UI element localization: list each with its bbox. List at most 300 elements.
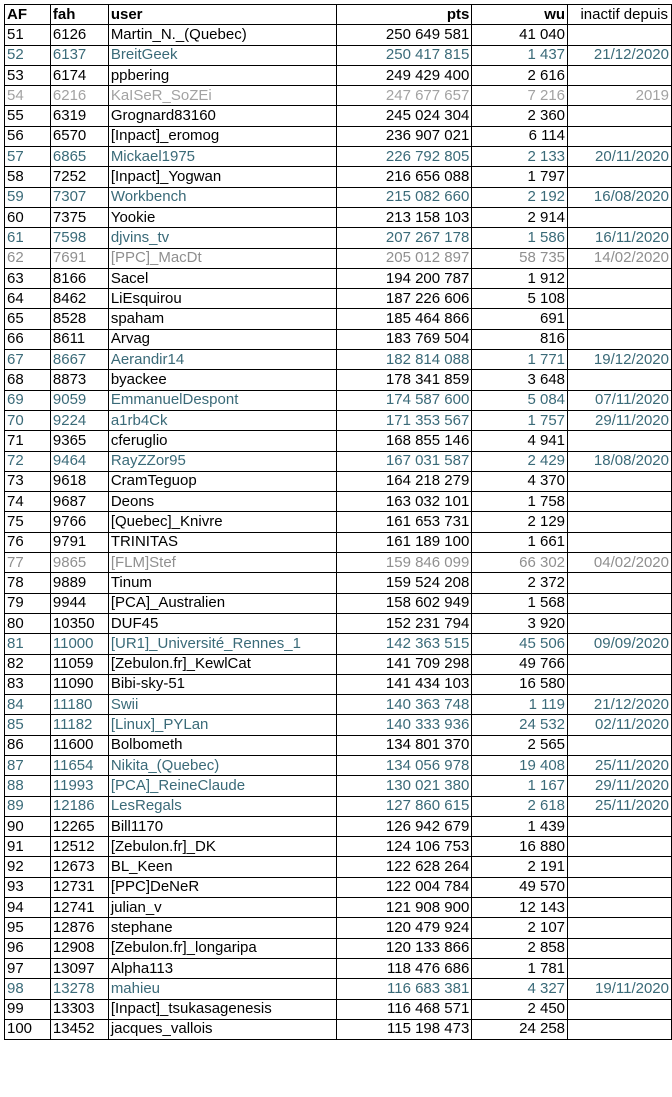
cell-inactif-depuis: 18/08/2020 — [568, 451, 672, 471]
cell-user: EmmanuelDespont — [108, 390, 336, 410]
cell-user: djvins_tv — [108, 228, 336, 248]
cell-af: 58 — [5, 167, 51, 187]
table-row — [5, 471, 672, 491]
cell-wu: 5 084 — [472, 390, 568, 410]
cell-user: [Inpact]_eromog — [108, 126, 336, 146]
cell-user: [PCA]_Australien — [108, 593, 336, 613]
cell-inactif-depuis: 14/02/2020 — [568, 248, 672, 268]
cell-user: julian_v — [108, 898, 336, 918]
cell-fah: 9889 — [50, 573, 108, 593]
cell-fah: 13303 — [50, 999, 108, 1019]
cell-inactif-depuis — [568, 593, 672, 613]
cell-wu: 2 107 — [472, 918, 568, 938]
cell-user: cferuglio — [108, 431, 336, 451]
table-row — [5, 816, 672, 836]
cell-user: CramTeguop — [108, 471, 336, 491]
cell-inactif-depuis: 16/08/2020 — [568, 187, 672, 207]
cell-inactif-depuis — [568, 918, 672, 938]
cell-user: [Zebulon.fr]_longaripa — [108, 938, 336, 958]
cell-pts: 142 363 515 — [336, 634, 472, 654]
cell-inactif-depuis: 09/09/2020 — [568, 634, 672, 654]
table-row — [5, 938, 672, 958]
cell-wu: 1 586 — [472, 228, 568, 248]
cell-inactif-depuis — [568, 106, 672, 126]
cell-fah: 12908 — [50, 938, 108, 958]
cell-user: mahieu — [108, 979, 336, 999]
cell-wu: 24 258 — [472, 1019, 568, 1039]
cell-wu: 2 914 — [472, 207, 568, 227]
table-row — [5, 755, 672, 775]
cell-inactif-depuis — [568, 1019, 672, 1039]
table-row — [5, 999, 672, 1019]
cell-fah: 11600 — [50, 735, 108, 755]
cell-pts: 127 860 615 — [336, 796, 472, 816]
table-row — [5, 25, 672, 45]
cell-pts: 134 801 370 — [336, 735, 472, 755]
cell-pts: 194 200 787 — [336, 268, 472, 288]
cell-af: 60 — [5, 207, 51, 227]
cell-fah: 11993 — [50, 776, 108, 796]
cell-pts: 168 855 146 — [336, 431, 472, 451]
cell-wu: 49 570 — [472, 877, 568, 897]
cell-inactif-depuis — [568, 25, 672, 45]
cell-af: 77 — [5, 553, 51, 573]
table-row — [5, 329, 672, 349]
table-row — [5, 573, 672, 593]
cell-fah: 9618 — [50, 471, 108, 491]
cell-af: 99 — [5, 999, 51, 1019]
cell-inactif-depuis — [568, 126, 672, 146]
table-row — [5, 674, 672, 694]
table-row — [5, 613, 672, 633]
cell-pts: 216 656 088 — [336, 167, 472, 187]
cell-fah: 9464 — [50, 451, 108, 471]
cell-wu: 6 114 — [472, 126, 568, 146]
table-row — [5, 553, 672, 573]
cell-pts: 167 031 587 — [336, 451, 472, 471]
cell-inactif-depuis — [568, 877, 672, 897]
cell-af: 74 — [5, 492, 51, 512]
cell-wu: 1 167 — [472, 776, 568, 796]
cell-inactif-depuis — [568, 289, 672, 309]
cell-af: 62 — [5, 248, 51, 268]
cell-inactif-depuis — [568, 898, 672, 918]
cell-user: Workbench — [108, 187, 336, 207]
cell-user: BreitGeek — [108, 45, 336, 65]
cell-af: 97 — [5, 958, 51, 978]
header-pts: pts — [336, 5, 472, 25]
cell-user: Nikita_(Quebec) — [108, 755, 336, 775]
cell-af: 81 — [5, 634, 51, 654]
table-row — [5, 796, 672, 816]
table-row — [5, 532, 672, 552]
cell-inactif-depuis: 2019 — [568, 86, 672, 106]
cell-user: [Inpact]_tsukasagenesis — [108, 999, 336, 1019]
cell-pts: 140 363 748 — [336, 695, 472, 715]
table-row — [5, 715, 672, 735]
cell-inactif-depuis — [568, 674, 672, 694]
table-row — [5, 350, 672, 370]
cell-wu: 16 880 — [472, 837, 568, 857]
cell-wu: 2 429 — [472, 451, 568, 471]
cell-user: [Linux]_PYLan — [108, 715, 336, 735]
cell-wu: 4 370 — [472, 471, 568, 491]
table-row — [5, 86, 672, 106]
cell-user: Grognard83160 — [108, 106, 336, 126]
cell-pts: 247 677 657 — [336, 86, 472, 106]
cell-fah: 13452 — [50, 1019, 108, 1039]
cell-af: 65 — [5, 309, 51, 329]
cell-fah: 12673 — [50, 857, 108, 877]
cell-inactif-depuis: 19/12/2020 — [568, 350, 672, 370]
cell-user: KaISeR_SoZEi — [108, 86, 336, 106]
table-row — [5, 228, 672, 248]
table-row — [5, 634, 672, 654]
cell-inactif-depuis — [568, 471, 672, 491]
cell-user: LiEsquirou — [108, 289, 336, 309]
cell-wu: 19 408 — [472, 755, 568, 775]
cell-wu: 2 192 — [472, 187, 568, 207]
cell-af: 95 — [5, 918, 51, 938]
table-row — [5, 1019, 672, 1039]
cell-user: Aerandir14 — [108, 350, 336, 370]
cell-fah: 10350 — [50, 613, 108, 633]
cell-af: 68 — [5, 370, 51, 390]
cell-pts: 205 012 897 — [336, 248, 472, 268]
cell-fah: 13097 — [50, 958, 108, 978]
cell-wu: 41 040 — [472, 25, 568, 45]
cell-pts: 141 434 103 — [336, 674, 472, 694]
cell-wu: 7 216 — [472, 86, 568, 106]
table-row — [5, 918, 672, 938]
cell-pts: 161 653 731 — [336, 512, 472, 532]
cell-fah: 11180 — [50, 695, 108, 715]
ranking-table — [4, 4, 672, 1040]
cell-pts: 124 106 753 — [336, 837, 472, 857]
cell-inactif-depuis — [568, 735, 672, 755]
cell-user: Bill1170 — [108, 816, 336, 836]
table-row — [5, 451, 672, 471]
cell-user: ppbering — [108, 65, 336, 85]
cell-pts: 226 792 805 — [336, 147, 472, 167]
cell-wu: 4 327 — [472, 979, 568, 999]
cell-pts: 250 649 581 — [336, 25, 472, 45]
cell-wu: 1 661 — [472, 532, 568, 552]
cell-wu: 66 302 — [472, 553, 568, 573]
cell-fah: 12741 — [50, 898, 108, 918]
cell-inactif-depuis — [568, 65, 672, 85]
cell-pts: 126 942 679 — [336, 816, 472, 836]
cell-fah: 12265 — [50, 816, 108, 836]
table-row — [5, 106, 672, 126]
cell-pts: 120 133 866 — [336, 938, 472, 958]
cell-user: a1rb4Ck — [108, 410, 336, 430]
cell-fah: 9865 — [50, 553, 108, 573]
cell-fah: 8166 — [50, 268, 108, 288]
cell-pts: 183 769 504 — [336, 329, 472, 349]
cell-af: 66 — [5, 329, 51, 349]
cell-user: [Zebulon.fr]_KewlCat — [108, 654, 336, 674]
cell-pts: 164 218 279 — [336, 471, 472, 491]
header-fah: fah — [50, 5, 108, 25]
cell-inactif-depuis — [568, 512, 672, 532]
cell-inactif-depuis: 29/11/2020 — [568, 410, 672, 430]
cell-user: Alpha113 — [108, 958, 336, 978]
table-row — [5, 309, 672, 329]
cell-fah: 6570 — [50, 126, 108, 146]
cell-wu: 1 757 — [472, 410, 568, 430]
cell-inactif-depuis — [568, 370, 672, 390]
cell-user: Deons — [108, 492, 336, 512]
cell-pts: 159 846 099 — [336, 553, 472, 573]
cell-pts: 187 226 606 — [336, 289, 472, 309]
cell-fah: 7691 — [50, 248, 108, 268]
cell-fah: 9766 — [50, 512, 108, 532]
cell-wu: 2 360 — [472, 106, 568, 126]
cell-inactif-depuis — [568, 268, 672, 288]
cell-wu: 2 858 — [472, 938, 568, 958]
cell-af: 91 — [5, 837, 51, 857]
cell-user: jacques_vallois — [108, 1019, 336, 1039]
cell-inactif-depuis — [568, 431, 672, 451]
cell-pts: 130 021 380 — [336, 776, 472, 796]
cell-inactif-depuis: 20/11/2020 — [568, 147, 672, 167]
cell-af: 85 — [5, 715, 51, 735]
cell-fah: 6174 — [50, 65, 108, 85]
cell-af: 82 — [5, 654, 51, 674]
header-af: AF — [5, 5, 51, 25]
cell-inactif-depuis — [568, 207, 672, 227]
cell-inactif-depuis — [568, 492, 672, 512]
cell-af: 56 — [5, 126, 51, 146]
cell-wu: 5 108 — [472, 289, 568, 309]
cell-pts: 185 464 866 — [336, 309, 472, 329]
cell-wu: 1 437 — [472, 45, 568, 65]
header-user: user — [108, 5, 336, 25]
cell-wu: 1 771 — [472, 350, 568, 370]
cell-fah: 8611 — [50, 329, 108, 349]
cell-user: Tinum — [108, 573, 336, 593]
cell-wu: 12 143 — [472, 898, 568, 918]
cell-af: 89 — [5, 796, 51, 816]
cell-inactif-depuis — [568, 573, 672, 593]
cell-af: 83 — [5, 674, 51, 694]
cell-inactif-depuis — [568, 837, 672, 857]
cell-inactif-depuis — [568, 309, 672, 329]
cell-user: LesRegals — [108, 796, 336, 816]
cell-af: 78 — [5, 573, 51, 593]
cell-inactif-depuis — [568, 167, 672, 187]
cell-inactif-depuis — [568, 613, 672, 633]
cell-user: Bibi-sky-51 — [108, 674, 336, 694]
cell-wu: 16 580 — [472, 674, 568, 694]
header-wu: wu — [472, 5, 568, 25]
table-row — [5, 492, 672, 512]
cell-user: RayZZor95 — [108, 451, 336, 471]
cell-inactif-depuis — [568, 999, 672, 1019]
cell-wu: 2 133 — [472, 147, 568, 167]
cell-wu: 4 941 — [472, 431, 568, 451]
cell-user: byackee — [108, 370, 336, 390]
cell-user: Arvag — [108, 329, 336, 349]
table-row — [5, 410, 672, 430]
table-row — [5, 126, 672, 146]
cell-af: 71 — [5, 431, 51, 451]
header-inactif-depuis: inactif depuis — [568, 5, 672, 25]
table-row — [5, 877, 672, 897]
cell-inactif-depuis: 29/11/2020 — [568, 776, 672, 796]
cell-af: 61 — [5, 228, 51, 248]
cell-af: 98 — [5, 979, 51, 999]
cell-af: 90 — [5, 816, 51, 836]
cell-wu: 49 766 — [472, 654, 568, 674]
cell-af: 92 — [5, 857, 51, 877]
cell-pts: 122 004 784 — [336, 877, 472, 897]
cell-pts: 116 468 571 — [336, 999, 472, 1019]
cell-fah: 8462 — [50, 289, 108, 309]
cell-af: 88 — [5, 776, 51, 796]
cell-wu: 2 618 — [472, 796, 568, 816]
cell-fah: 9944 — [50, 593, 108, 613]
cell-fah: 6865 — [50, 147, 108, 167]
table-row — [5, 207, 672, 227]
cell-user: DUF45 — [108, 613, 336, 633]
cell-wu: 1 758 — [472, 492, 568, 512]
cell-wu: 3 920 — [472, 613, 568, 633]
table-row — [5, 898, 672, 918]
cell-user: [Quebec]_Knivre — [108, 512, 336, 532]
cell-wu: 3 648 — [472, 370, 568, 390]
cell-inactif-depuis: 19/11/2020 — [568, 979, 672, 999]
cell-pts: 140 333 936 — [336, 715, 472, 735]
cell-af: 93 — [5, 877, 51, 897]
cell-user: stephane — [108, 918, 336, 938]
cell-inactif-depuis — [568, 938, 672, 958]
cell-user: Yookie — [108, 207, 336, 227]
cell-wu: 691 — [472, 309, 568, 329]
cell-fah: 11654 — [50, 755, 108, 775]
cell-fah: 9365 — [50, 431, 108, 451]
table-row — [5, 65, 672, 85]
cell-af: 51 — [5, 25, 51, 45]
cell-fah: 9791 — [50, 532, 108, 552]
cell-fah: 7307 — [50, 187, 108, 207]
cell-af: 67 — [5, 350, 51, 370]
cell-pts: 249 429 400 — [336, 65, 472, 85]
table-row — [5, 979, 672, 999]
cell-pts: 250 417 815 — [336, 45, 472, 65]
cell-af: 94 — [5, 898, 51, 918]
cell-pts: 174 587 600 — [336, 390, 472, 410]
cell-wu: 58 735 — [472, 248, 568, 268]
cell-af: 76 — [5, 532, 51, 552]
cell-wu: 2 129 — [472, 512, 568, 532]
table-row — [5, 512, 672, 532]
cell-fah: 6126 — [50, 25, 108, 45]
cell-wu: 24 532 — [472, 715, 568, 735]
table-row — [5, 167, 672, 187]
cell-af: 87 — [5, 755, 51, 775]
cell-af: 75 — [5, 512, 51, 532]
cell-inactif-depuis: 07/11/2020 — [568, 390, 672, 410]
cell-fah: 8528 — [50, 309, 108, 329]
cell-af: 96 — [5, 938, 51, 958]
table-row — [5, 147, 672, 167]
cell-pts: 116 683 381 — [336, 979, 472, 999]
cell-fah: 6216 — [50, 86, 108, 106]
cell-fah: 6319 — [50, 106, 108, 126]
table-row — [5, 837, 672, 857]
cell-pts: 118 476 686 — [336, 958, 472, 978]
table-row — [5, 958, 672, 978]
cell-fah: 11182 — [50, 715, 108, 735]
cell-pts: 207 267 178 — [336, 228, 472, 248]
cell-fah: 8667 — [50, 350, 108, 370]
cell-af: 100 — [5, 1019, 51, 1039]
cell-pts: 215 082 660 — [336, 187, 472, 207]
cell-af: 69 — [5, 390, 51, 410]
table-body — [5, 25, 672, 1040]
cell-pts: 159 524 208 — [336, 573, 472, 593]
cell-af: 55 — [5, 106, 51, 126]
cell-fah: 12731 — [50, 877, 108, 897]
cell-inactif-depuis: 02/11/2020 — [568, 715, 672, 735]
cell-fah: 13278 — [50, 979, 108, 999]
table-row — [5, 695, 672, 715]
cell-user: TRINITAS — [108, 532, 336, 552]
cell-user: [Zebulon.fr]_DK — [108, 837, 336, 857]
cell-inactif-depuis: 25/11/2020 — [568, 755, 672, 775]
cell-user: [PCA]_ReineClaude — [108, 776, 336, 796]
cell-fah: 11000 — [50, 634, 108, 654]
cell-pts: 120 479 924 — [336, 918, 472, 938]
cell-wu: 1 912 — [472, 268, 568, 288]
cell-af: 54 — [5, 86, 51, 106]
cell-pts: 121 908 900 — [336, 898, 472, 918]
table-row — [5, 187, 672, 207]
cell-inactif-depuis: 21/12/2020 — [568, 45, 672, 65]
cell-inactif-depuis — [568, 857, 672, 877]
cell-af: 86 — [5, 735, 51, 755]
cell-wu: 1 781 — [472, 958, 568, 978]
cell-pts: 182 814 088 — [336, 350, 472, 370]
table-row — [5, 593, 672, 613]
table-row — [5, 248, 672, 268]
cell-fah: 11059 — [50, 654, 108, 674]
cell-pts: 178 341 859 — [336, 370, 472, 390]
cell-wu: 2 450 — [472, 999, 568, 1019]
cell-wu: 45 506 — [472, 634, 568, 654]
cell-inactif-depuis — [568, 532, 672, 552]
cell-wu: 1 568 — [472, 593, 568, 613]
cell-fah: 9224 — [50, 410, 108, 430]
cell-wu: 1 797 — [472, 167, 568, 187]
cell-fah: 12876 — [50, 918, 108, 938]
table-row — [5, 370, 672, 390]
table-row — [5, 268, 672, 288]
cell-user: BL_Keen — [108, 857, 336, 877]
cell-pts: 236 907 021 — [336, 126, 472, 146]
cell-user: [FLM]Stef — [108, 553, 336, 573]
table-row — [5, 289, 672, 309]
cell-af: 73 — [5, 471, 51, 491]
cell-wu: 2 565 — [472, 735, 568, 755]
cell-fah: 12512 — [50, 837, 108, 857]
cell-fah: 8873 — [50, 370, 108, 390]
table-row — [5, 390, 672, 410]
cell-pts: 213 158 103 — [336, 207, 472, 227]
cell-fah: 7375 — [50, 207, 108, 227]
